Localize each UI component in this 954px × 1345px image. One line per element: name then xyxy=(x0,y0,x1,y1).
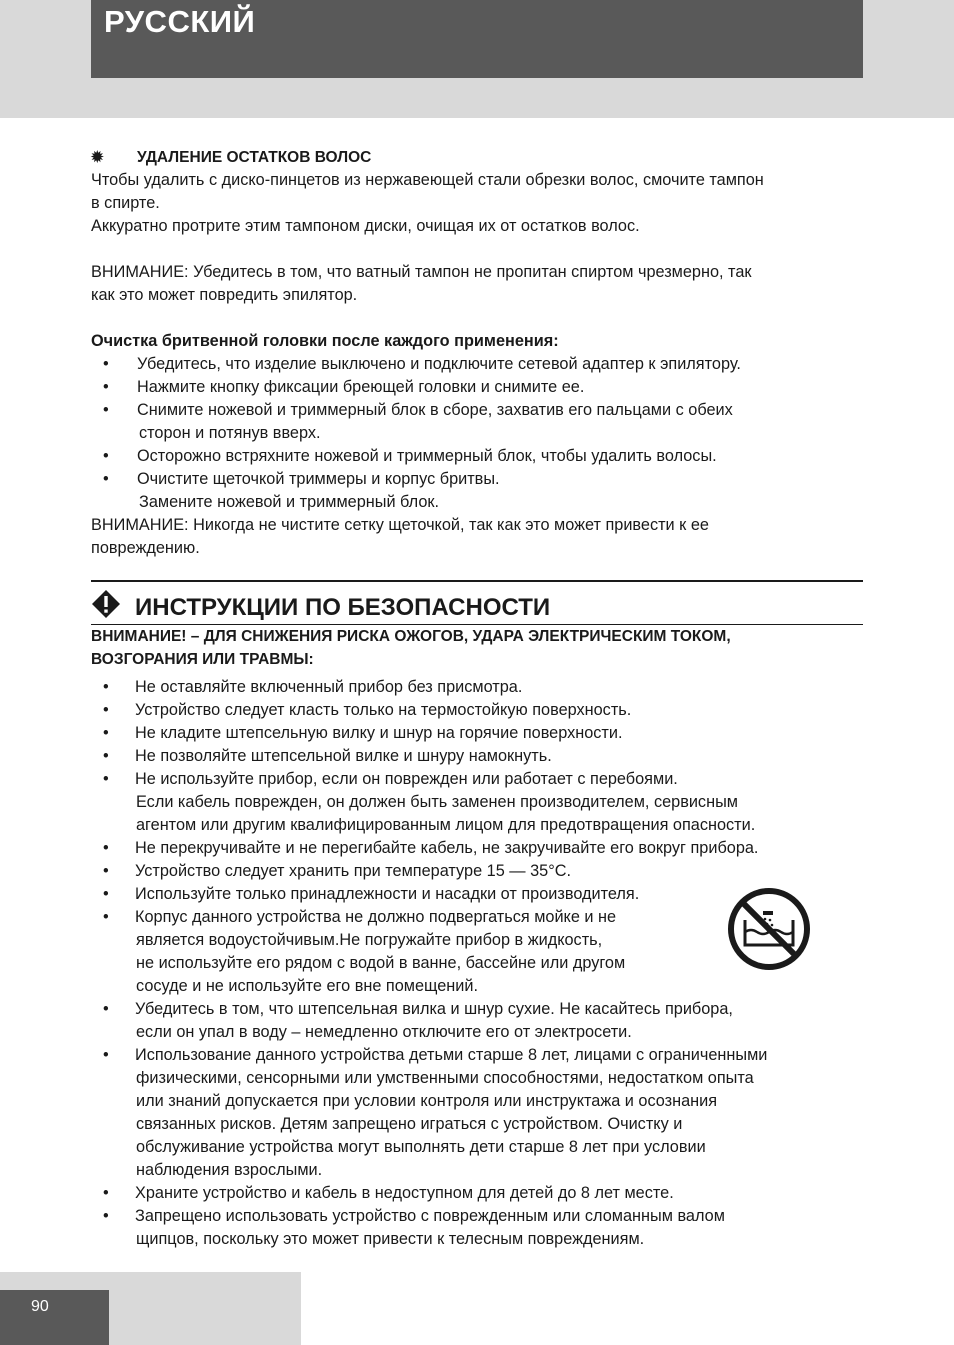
shaver-cleaning-heading: Очистка бритвенной головки после каждого применения: xyxy=(91,332,559,350)
list-item-continuation: связанных рисков. Детям запрещено играться с устройством. Очистку и xyxy=(136,1115,683,1133)
no-water-immersion-icon xyxy=(725,887,813,971)
section-divider xyxy=(91,580,863,582)
final-warning: повреждению. xyxy=(91,539,200,557)
list-item: • Использование данного устройства детьми старше 8 лет, лицами с ограниченными xyxy=(103,1046,768,1064)
list-item: • Не оставляйте включенный прибор без присмотра. xyxy=(103,678,523,696)
list-item-continuation: или знаний допускается при условии контроля или инструктажа и осознания xyxy=(136,1092,718,1110)
safety-warning xyxy=(91,625,863,671)
cleaning-warning: как это может повредить эпилятор. xyxy=(91,286,358,304)
list-item-continuation: не используйте его рядом с водой в ванне, бассейне или другом xyxy=(136,954,626,972)
list-item-continuation: обслуживание устройства могут выполнять дети старше 8 лет при условии xyxy=(136,1138,706,1156)
list-item-continuation: физическими, сенсорными или умственными способностями, недостатком опыта xyxy=(136,1069,754,1087)
list-item-continuation: сосуде и не используйте его вне помещений. xyxy=(136,977,479,995)
cleaning-text: Чтобы удалить с диско-пинцетов из нержавеющей стали обрезки волос, смочите тампон xyxy=(91,171,764,189)
list-item: • Корпус данного устройства не должно подвергаться мойке и не xyxy=(103,908,617,926)
list-item: • Устройство следует класть только на термостойкую поверхность. xyxy=(103,701,632,719)
cleaning-warning: ВНИМАНИЕ: Убедитесь в том, что ватный тампон не пропитан спиртом чрезмерно, так xyxy=(91,263,752,281)
list-item-continuation: наблюдения взрослыми. xyxy=(136,1161,323,1179)
warning-icon xyxy=(91,589,121,619)
page-number: 90 xyxy=(31,1298,49,1315)
final-warning: ВНИМАНИЕ: Никогда не чистите сетку щеточкой, так как это может привести к ее xyxy=(91,516,709,534)
list-item: • Не перекручивайте и не перегибайте кабель, не закручивайте его вокруг прибора. xyxy=(103,839,759,857)
list-item: • Устройство следует хранить при температуре 15 — 35°C. xyxy=(103,862,571,880)
list-item-continuation: Если кабель поврежден, он должен быть заменен производителем, сервисным xyxy=(136,793,738,811)
safety-warning-line: ВНИМАНИЕ! – ДЛЯ СНИЖЕНИЯ РИСКА ОЖОГОВ, УДАРА ЭЛЕКТРИЧЕСКИМ ТОКОМ, xyxy=(91,628,731,645)
list-item: • Убедитесь в том, что штепсельная вилка и шнур сухие. Не касайтесь прибора, xyxy=(103,1000,733,1018)
page-title: РУССКИЙ xyxy=(104,4,256,39)
list-item: • Снимите ножевой и триммерный блок в сборе, захватив его пальцами с обеих xyxy=(103,401,733,419)
list-item-continuation: сторон и потянув вверх. xyxy=(139,424,321,442)
list-item: • Не позволяйте штепсельной вилке и шнуру намокнуть. xyxy=(103,747,552,765)
safety-warning-line: ВОЗГОРАНИЯ ИЛИ ТРАВМЫ: xyxy=(91,651,314,668)
list-item-continuation: щипцов, поскольку это может привести к телесным повреждениям. xyxy=(136,1230,645,1248)
cleaning-text: Аккуратно протрите этим тампоном диски, очищая их от остатков волос. xyxy=(91,217,640,235)
safety-title: ИНСТРУКЦИИ ПО БЕЗОПАСНОСТИ xyxy=(135,594,551,621)
list-item: • Запрещено использовать устройство с поврежденным или сломанным валом xyxy=(103,1207,725,1225)
safety-heading xyxy=(91,589,550,624)
list-item: • Нажмите кнопку фиксации бреющей головки и снимите ее. xyxy=(103,378,585,396)
list-item: • Убедитесь, что изделие выключено и подключите сетевой адаптер к эпилятору. xyxy=(103,355,741,373)
list-item: • Храните устройство и кабель в недоступном для детей до 8 лет месте. xyxy=(103,1184,674,1202)
list-item: • Не кладите штепсельную вилку и шнур на горячие поверхности. xyxy=(103,724,623,742)
page-number-box xyxy=(0,1290,109,1345)
cleaning-section xyxy=(91,146,863,560)
list-item: • Осторожно встряхните ножевой и триммерный блок, чтобы удалить волосы. xyxy=(103,447,717,465)
sun-icon: ✹ xyxy=(91,149,104,166)
list-item: • Очистите щеточкой триммеры и корпус бритвы. xyxy=(103,470,500,488)
list-item: • Не используйте прибор, если он поврежден или работает с перебоями. xyxy=(103,770,678,788)
list-item-continuation: если он упал в воду – немедленно отключите его от электросети. xyxy=(136,1023,632,1041)
cleaning-heading xyxy=(91,146,863,169)
cleaning-text: в спирте. xyxy=(91,194,160,212)
list-item: • Используйте только принадлежности и насадки от производителя. xyxy=(103,885,640,903)
cleaning-heading-text: УДАЛЕНИЕ ОСТАТКОВ ВОЛОС xyxy=(137,149,372,166)
list-item-continuation: агентом или другим квалифицированным лицом для предотвращения опасности. xyxy=(136,816,756,834)
header-title-box xyxy=(91,0,863,78)
list-item-continuation: является водоустойчивым.Не погружайте прибор в жидкость, xyxy=(136,931,603,949)
list-item-continuation: Замените ножевой и триммерный блок. xyxy=(139,493,440,511)
